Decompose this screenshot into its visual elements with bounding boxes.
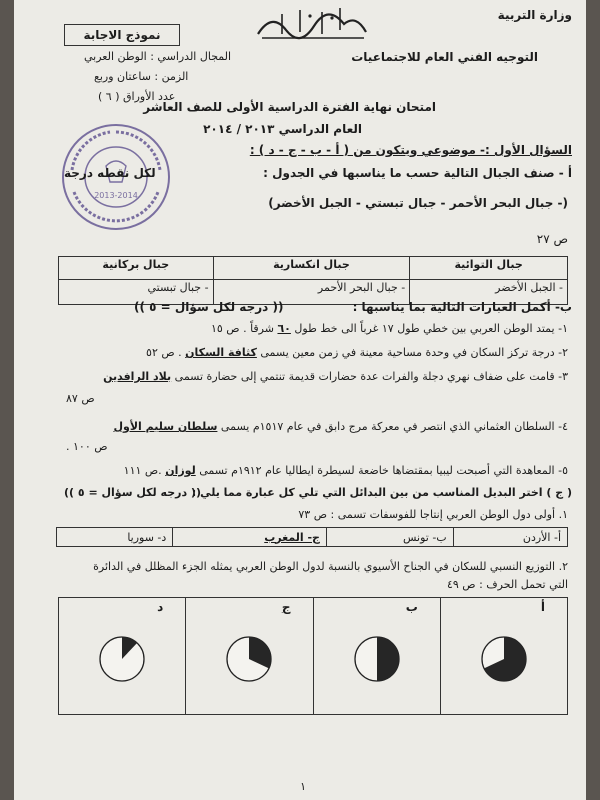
page-number: ١ <box>300 780 306 793</box>
sentence-3-text: ٣- قامت على ضفاف نهري دجلة والفرات عدة حضارات قديمة تنتمي إلى حضارة تسمى <box>174 370 568 383</box>
sentence-2 <box>146 346 568 359</box>
part-a-list: (- جبال البحر الأحمر - جبال تبستي - الجبل الأخضر) <box>268 196 568 210</box>
pie-option-a <box>440 598 567 715</box>
exam-title: امتحان نهاية الفترة الدراسية الأولى للصف العاشر <box>143 100 436 114</box>
ministry-name: وزارة التربية <box>497 8 572 22</box>
sentence-1-text: ١- يمتد الوطن العربي بين خطي طول ١٧ غرباً الى خط طول <box>294 322 568 335</box>
subject-field: المجال الدراسي : الوطن العربي <box>84 50 232 63</box>
sentence-1-answer: ٦٠ <box>277 322 291 335</box>
part-b-instruction: ب- أكمل العبارات التالية بما يناسبها : <box>352 300 572 314</box>
sentence-3-page: ص ٨٧ <box>66 392 95 405</box>
choice-1-option-d: د- سوريا <box>57 528 173 547</box>
header-fault-mountains: جبال انكسارية <box>213 257 410 280</box>
answer-fault: - جبال البحر الأحمر <box>213 280 410 305</box>
part-b-mark: (( درجه لكل سؤال = ٥ )) <box>134 300 284 314</box>
pie-chart-a <box>479 634 529 684</box>
pie-chart-d <box>97 634 147 684</box>
sentence-5-text: ٥- المعاهدة التي أصبحت ليبيا بمقتضاها خاضعة لسيطرة ايطاليا عام ١٩١٢م تسمى <box>199 464 568 477</box>
stamp-year: 2013-2014 <box>94 191 138 200</box>
sentence-2-answer: كثافة السكان <box>185 346 257 359</box>
pie-option-d <box>59 598 186 715</box>
mountains-table <box>58 256 568 305</box>
answer-model-box: نموذج الاجابة <box>64 24 180 46</box>
pie-options-table <box>58 597 568 715</box>
sentence-3 <box>103 370 568 383</box>
part-a-instruction: أ - صنف الجبال التالية حسب ما يناسبها في الجدول : <box>263 166 572 180</box>
choice-1-option-c: ج- المغرب <box>173 528 327 547</box>
choice-1-question: ١. أولى دول الوطن العربي إنتاجا للفوسفات تسمى : ص ٧٣ <box>298 508 568 521</box>
choice-1-options <box>56 527 568 547</box>
choice-2-question: ٢. التوزيع النسبي للسكان في الجناح الأسيوي بالنسبة لدول الوطن العربي يمثله الجزء المظلل في الدائرة <box>93 560 568 573</box>
sentence-4 <box>113 420 568 433</box>
choice-1-option-b: ب- تونس <box>326 528 453 547</box>
sentence-3-answer: بلاد الرافدين <box>103 370 172 383</box>
pie-option-b-label: ب <box>405 600 418 614</box>
sentence-2-text: ٢- درجة تركز السكان في وحدة مساحية معينة في زمن معين يسمى <box>260 346 568 359</box>
sentence-5 <box>124 464 568 477</box>
answer-folded: - الجبل الأخضر <box>410 280 568 305</box>
pie-option-a-label: أ <box>540 600 545 614</box>
pie-chart-c <box>224 634 274 684</box>
sentence-5-rest: .ص ١١١ <box>123 464 162 477</box>
sentence-2-rest: . ص ٥٢ <box>146 346 182 359</box>
part-a-mark: لكل نقطه درجة <box>64 166 156 180</box>
part-c-mark: (( درجه لكل سؤال = ٥ )) <box>64 486 201 499</box>
part-a-page-ref: ص ٢٧ <box>536 232 568 246</box>
sentence-4-page: ص ١٠٠ . <box>66 440 108 453</box>
choice-2-question-line2: التي تحمل الحرف : ص ٤٩ <box>446 578 568 591</box>
time-field: الزمن : ساعتان وربع <box>94 70 189 83</box>
pie-option-b <box>313 598 440 715</box>
header-folded-mountains: جبال التوائية <box>410 257 568 280</box>
sentence-1 <box>211 322 568 335</box>
header-volcanic-mountains: جبال بركانية <box>59 257 214 280</box>
directorate-name: التوجيه الفني العام للاجتماعيات <box>351 50 538 64</box>
sentence-5-answer: لوزان <box>165 464 196 477</box>
part-c-instruction: ( ج ) اختر البديل المناسب من بين البدائل التي تلي كل عبارة مما يلي : <box>191 486 572 499</box>
pie-shaded-slice <box>377 637 399 681</box>
answer-volcanic: - جبال تبستي <box>59 280 214 305</box>
basmala-calligraphy <box>252 4 372 44</box>
exam-paper <box>14 0 586 800</box>
sentence-4-answer: سلطان سليم الأول <box>113 420 218 433</box>
sentence-1-rest: شرقاً . ص ١٥ <box>210 322 274 335</box>
pie-option-d-label: د <box>157 600 164 614</box>
sentence-4-text: ٤- السلطان العثماني الذي انتصر في معركة مرج دابق في عام ١٥١٧م يسمى <box>220 420 568 433</box>
pages-count: عدد الأوراق ( ٦ ) <box>98 90 176 103</box>
pie-option-c <box>186 598 313 715</box>
pie-chart-b <box>352 634 402 684</box>
choice-1-option-a: أ- الأردن <box>453 528 567 547</box>
pie-option-c-label: ج <box>281 600 291 614</box>
academic-year: العام الدراسي ٢٠١٣ / ٢٠١٤ <box>203 122 362 136</box>
question-1-title: السؤال الأول :- موضوعي ويتكون من ( أ - ب - ج - د ) : <box>249 143 572 157</box>
